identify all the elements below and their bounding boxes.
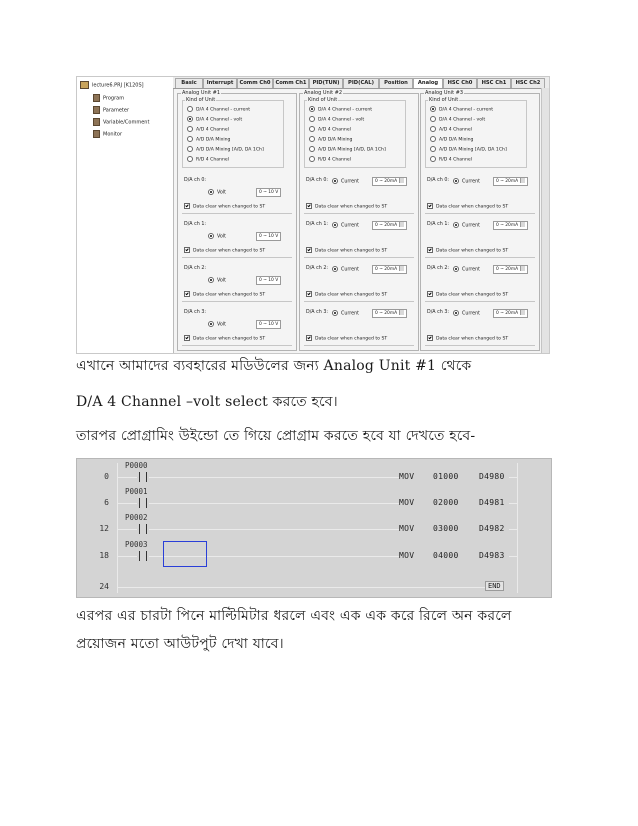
unit-type-option-label: D/A 4 Channel - current	[318, 107, 373, 113]
instruction-source[interactable]: 03000	[433, 524, 459, 533]
kind-of-unit-group	[304, 97, 406, 168]
unit-type-option[interactable]	[430, 106, 493, 114]
unit-type-option[interactable]	[187, 116, 242, 124]
unit-type-option-label: A/D D/A Mixing [A/D, DA 1Ch]	[439, 147, 507, 153]
unit-type-option-label: A/D D/A Mixing [A/D, DA 1Ch]	[318, 147, 386, 153]
unit-type-option[interactable]	[187, 146, 264, 154]
channel-range-select[interactable]	[493, 221, 528, 230]
unit-type-option[interactable]	[430, 156, 472, 164]
unit-type-option[interactable]	[309, 126, 351, 134]
contact-address: P0002	[125, 513, 148, 522]
text-line-1: এখানে আমাদের ব্যবহারের মডিউলের জন্য Analog Unit #1 থেকে	[76, 358, 472, 374]
channel-mode-option[interactable]	[208, 277, 226, 284]
data-clear-label: Data clear when changed to ST	[436, 292, 509, 298]
radio-icon[interactable]	[187, 136, 193, 142]
checkbox-icon[interactable]	[306, 291, 312, 297]
radio-icon[interactable]	[309, 126, 315, 132]
selection-cursor	[163, 541, 207, 567]
data-clear-checkbox-row[interactable]	[306, 247, 387, 254]
end-instruction[interactable]: END	[485, 581, 504, 591]
radio-icon[interactable]	[430, 156, 436, 162]
channel-mode-option[interactable]	[208, 189, 226, 196]
text-line-2: D/A 4 Channel –volt select করতে হবে।	[76, 394, 338, 410]
radio-icon[interactable]	[309, 146, 315, 152]
data-clear-checkbox-row[interactable]	[184, 335, 265, 342]
instruction-destination[interactable]: D4981	[479, 498, 505, 507]
monitor-icon	[93, 130, 100, 138]
project-icon	[80, 81, 89, 89]
checkbox-icon[interactable]	[184, 335, 190, 341]
program-icon	[93, 94, 100, 102]
divider	[425, 301, 535, 302]
unit-type-option[interactable]	[430, 136, 473, 144]
text-line-3: তারপর প্রোগ্রামিং উইন্ডো তে গিয়ে প্রোগ্রাম করতে হবে যা দেখতে হবে-	[76, 428, 476, 444]
instruction-destination[interactable]: D4983	[479, 551, 505, 560]
unit-type-option[interactable]	[187, 106, 250, 114]
rung-wire	[117, 556, 137, 557]
checkbox-icon[interactable]	[184, 291, 190, 297]
channel-range-select[interactable]	[493, 265, 528, 274]
channel-mode-label: Volt	[217, 234, 227, 240]
radio-icon[interactable]	[453, 222, 459, 228]
data-clear-checkbox-row[interactable]	[427, 203, 508, 210]
rung-wire	[117, 477, 137, 478]
radio-icon[interactable]	[309, 116, 315, 122]
data-clear-label: Data clear when changed to ST	[315, 292, 388, 298]
data-clear-label: Data clear when changed to ST	[436, 248, 509, 254]
contact-address: P0001	[125, 487, 148, 496]
tree-root[interactable]: lecture6.PRJ [K120S]	[80, 81, 144, 90]
radio-icon[interactable]	[430, 136, 436, 142]
data-clear-label: Data clear when changed to ST	[315, 248, 388, 254]
channel-range-value: 0 ~ 20mA	[375, 179, 398, 184]
rung-wire	[509, 477, 517, 478]
analog-unit-3	[420, 90, 540, 351]
instruction-source[interactable]: 02000	[433, 498, 459, 507]
channel-range-select[interactable]	[372, 221, 407, 230]
tab-pid-tun[interactable]: PID(TUN)	[309, 78, 343, 88]
tree-item-monitor[interactable]: Monitor	[93, 130, 122, 139]
checkbox-icon[interactable]	[306, 247, 312, 253]
unit-type-option-label: A/D D/A Mixing	[318, 137, 353, 143]
data-clear-label: Data clear when changed to ST	[315, 336, 388, 342]
radio-icon[interactable]	[332, 310, 338, 316]
channel-mode-label: Current	[341, 311, 360, 317]
divider	[425, 257, 535, 258]
channel-range-select[interactable]	[372, 177, 407, 186]
parameter-tabs	[173, 77, 549, 89]
unit-type-option-label: A/D 4 Channel	[318, 127, 351, 133]
radio-icon[interactable]	[430, 126, 436, 132]
checkbox-icon[interactable]	[427, 247, 433, 253]
channel-mode-label: Current	[462, 179, 481, 185]
radio-icon[interactable]	[332, 222, 338, 228]
divider	[182, 301, 292, 302]
instruction-destination[interactable]: D4982	[479, 524, 505, 533]
kind-of-unit-label: Kind of Unit	[186, 97, 216, 103]
tab-analog[interactable]: Analog	[413, 78, 443, 88]
tree-item-variable-comment[interactable]: Variable/Comment	[93, 118, 149, 127]
data-clear-checkbox-row[interactable]	[306, 291, 387, 298]
checkbox-icon[interactable]	[184, 203, 190, 209]
data-clear-checkbox-row[interactable]	[306, 203, 387, 210]
dropdown-arrow-icon[interactable]	[520, 222, 525, 227]
channel-mode-label: Current	[462, 311, 481, 317]
tab-basic[interactable]: Basic	[175, 78, 203, 88]
radio-icon[interactable]	[187, 156, 193, 162]
dropdown-arrow-icon[interactable]	[399, 310, 404, 315]
radio-icon[interactable]	[309, 106, 315, 112]
rung-wire	[149, 503, 399, 504]
contact-address: P0003	[125, 540, 148, 549]
data-clear-checkbox-row[interactable]	[306, 335, 387, 342]
unit-type-option-label: A/D D/A Mixing	[196, 137, 231, 143]
channel-range-select[interactable]	[372, 309, 407, 318]
vertical-scrollbar[interactable]	[541, 88, 549, 353]
kind-of-unit-label: Kind of Unit	[429, 97, 459, 103]
dropdown-arrow-icon[interactable]	[520, 266, 525, 271]
channel-mode-option[interactable]	[453, 266, 480, 273]
unit-type-option-label: D/A 4 Channel - volt	[318, 117, 365, 123]
channel-range-select[interactable]	[256, 320, 281, 329]
channel-mode-label: Current	[462, 267, 481, 273]
divider	[425, 213, 535, 214]
checkbox-icon[interactable]	[427, 335, 433, 341]
channel-label: D/A ch 2:	[427, 266, 449, 271]
radio-icon[interactable]	[208, 189, 214, 195]
unit-type-option-label: R/D 4 Channel	[318, 157, 351, 163]
channel-range-value: 0 ~ 20mA	[375, 267, 398, 272]
unit-type-option[interactable]	[430, 146, 507, 154]
step-number: 18	[99, 551, 109, 560]
channel-range-select[interactable]	[372, 265, 407, 274]
tab-comm-ch0[interactable]: Comm Ch0	[237, 78, 273, 88]
channel-mode-label: Volt	[217, 278, 227, 284]
channel-range-value: 0 ~ 20mA	[496, 223, 519, 228]
radio-icon[interactable]	[430, 146, 436, 152]
data-clear-checkbox-row[interactable]	[427, 291, 508, 298]
channel-range-value: 0 ~ 20mA	[496, 311, 519, 316]
checkbox-icon[interactable]	[306, 203, 312, 209]
channel-range-select[interactable]	[256, 188, 281, 197]
unit-type-option[interactable]	[309, 146, 386, 154]
analog-unit-title: Analog Unit #1	[182, 90, 221, 96]
channel-range-select[interactable]	[493, 309, 528, 318]
tab-hsc-ch1[interactable]: HSC Ch1	[477, 78, 511, 88]
radio-icon[interactable]	[187, 116, 193, 122]
checkbox-icon[interactable]	[184, 247, 190, 253]
instruction-destination[interactable]: D4980	[479, 472, 505, 481]
radio-icon[interactable]	[187, 126, 193, 132]
dropdown-arrow-icon[interactable]	[399, 266, 404, 271]
channel-mode-option[interactable]	[453, 310, 480, 317]
no-contact-icon[interactable]	[137, 498, 149, 508]
dropdown-arrow-icon[interactable]	[520, 178, 525, 183]
tab-comm-ch1[interactable]: Comm Ch1	[273, 78, 309, 88]
data-clear-label: Data clear when changed to ST	[193, 248, 266, 254]
radio-icon[interactable]	[332, 178, 338, 184]
step-number: 24	[99, 582, 109, 591]
channel-mode-label: Current	[341, 267, 360, 273]
instruction-name[interactable]: MOV	[399, 472, 415, 481]
channel-label: D/A ch 1:	[306, 222, 328, 227]
unit-type-option[interactable]	[430, 116, 485, 124]
right-power-rail	[517, 463, 518, 593]
rung-wire	[509, 529, 517, 530]
unit-type-option-label: R/D 4 Channel	[439, 157, 472, 163]
tab-hsc-ch0[interactable]: HSC Ch0	[443, 78, 477, 88]
kind-of-unit-group	[182, 97, 284, 168]
unit-type-option[interactable]	[309, 116, 364, 124]
channel-mode-option[interactable]	[332, 222, 359, 229]
text-line-4: এরপর এর চারটা পিনে মাল্টিমিটার ধরলে এবং এক এক করে রিলে অন করলে	[76, 608, 512, 624]
channel-range-select[interactable]	[256, 232, 281, 241]
channel-range-value: 0 ~ 10 V	[259, 322, 279, 327]
radio-icon[interactable]	[187, 106, 193, 112]
unit-type-option[interactable]	[430, 126, 472, 134]
data-clear-label: Data clear when changed to ST	[436, 204, 509, 210]
divider	[304, 301, 414, 302]
step-number: 0	[104, 472, 109, 481]
unit-type-option-label: A/D D/A Mixing [A/D, DA 1Ch]	[196, 147, 264, 153]
channel-range-value: 0 ~ 10 V	[259, 278, 279, 283]
analog-unit-2	[299, 90, 419, 351]
divider	[182, 345, 292, 346]
contact-address: P0000	[125, 461, 148, 470]
dropdown-arrow-icon[interactable]	[520, 310, 525, 315]
project-tree	[77, 77, 174, 353]
channel-label: D/A ch 0:	[427, 178, 449, 183]
channel-range-value: 0 ~ 20mA	[375, 311, 398, 316]
channel-range-value: 0 ~ 20mA	[496, 267, 519, 272]
kind-of-unit-label: Kind of Unit	[308, 97, 338, 103]
tree-item-program[interactable]: Program	[93, 94, 124, 103]
radio-icon[interactable]	[332, 266, 338, 272]
variable-icon	[93, 118, 100, 126]
data-clear-label: Data clear when changed to ST	[315, 204, 388, 210]
instruction-source[interactable]: 01000	[433, 472, 459, 481]
checkbox-icon[interactable]	[427, 291, 433, 297]
channel-range-value: 0 ~ 20mA	[375, 223, 398, 228]
left-power-rail	[117, 463, 118, 593]
step-number: 6	[104, 498, 109, 507]
channel-mode-option[interactable]	[332, 178, 359, 185]
unit-type-option-label: A/D 4 Channel	[196, 127, 229, 133]
text-line-5: প্রয়োজন মতো আউটপুট দেখা যাবে।	[76, 636, 284, 652]
unit-type-option-label: D/A 4 Channel - current	[439, 107, 494, 113]
radio-icon[interactable]	[208, 233, 214, 239]
no-contact-icon[interactable]	[137, 472, 149, 482]
channel-label: D/A ch 3:	[184, 310, 206, 315]
channel-mode-label: Volt	[217, 190, 227, 196]
channel-label: D/A ch 3:	[306, 310, 328, 315]
instruction-name[interactable]: MOV	[399, 524, 415, 533]
rung-wire	[509, 503, 517, 504]
radio-icon[interactable]	[309, 136, 315, 142]
analog-config-screenshot	[76, 76, 550, 354]
divider	[304, 213, 414, 214]
channel-label: D/A ch 0:	[184, 178, 206, 183]
channel-label: D/A ch 2:	[184, 266, 206, 271]
channel-label: D/A ch 2:	[306, 266, 328, 271]
unit-type-option[interactable]	[187, 136, 230, 144]
radio-icon[interactable]	[309, 156, 315, 162]
channel-label: D/A ch 0:	[306, 178, 328, 183]
channel-range-select[interactable]	[256, 276, 281, 285]
unit-type-option-label: D/A 4 Channel - current	[196, 107, 251, 113]
no-contact-icon[interactable]	[137, 551, 149, 561]
channel-mode-option[interactable]	[453, 178, 480, 185]
data-clear-checkbox-row[interactable]	[184, 203, 265, 210]
rung-wire	[117, 503, 137, 504]
unit-type-option-label: A/D D/A Mixing	[439, 137, 474, 143]
dropdown-arrow-icon[interactable]	[399, 178, 404, 183]
unit-type-option-label: R/D 4 Channel	[196, 157, 229, 163]
channel-label: D/A ch 3:	[427, 310, 449, 315]
unit-type-option-label: D/A 4 Channel - volt	[196, 117, 243, 123]
divider	[182, 213, 292, 214]
channel-mode-option[interactable]	[453, 222, 480, 229]
unit-type-option[interactable]	[309, 156, 351, 164]
divider	[182, 257, 292, 258]
tab-pid-cal[interactable]: PID(CAL)	[343, 78, 379, 88]
checkbox-icon[interactable]	[306, 335, 312, 341]
instruction-source[interactable]: 04000	[433, 551, 459, 560]
analog-unit-title: Analog Unit #2	[304, 90, 343, 96]
data-clear-checkbox-row[interactable]	[184, 247, 265, 254]
instruction-name[interactable]: MOV	[399, 551, 415, 560]
channel-mode-label: Volt	[217, 322, 227, 328]
channel-mode-option[interactable]	[332, 310, 359, 317]
radio-icon[interactable]	[208, 321, 214, 327]
data-clear-label: Data clear when changed to ST	[193, 336, 266, 342]
unit-type-option-label: D/A 4 Channel - volt	[439, 117, 486, 123]
channel-range-value: 0 ~ 10 V	[259, 234, 279, 239]
radio-icon[interactable]	[187, 146, 193, 152]
step-number: 12	[99, 524, 109, 533]
rung-wire	[509, 556, 517, 557]
data-clear-label: Data clear when changed to ST	[436, 336, 509, 342]
channel-range-value: 0 ~ 20mA	[496, 179, 519, 184]
rung-wire	[149, 477, 399, 478]
rung-wire	[117, 587, 485, 588]
channel-mode-option[interactable]	[332, 266, 359, 273]
divider	[425, 345, 535, 346]
channel-label: D/A ch 1:	[184, 222, 206, 227]
channel-mode-label: Current	[341, 179, 360, 185]
channel-range-select[interactable]	[493, 177, 528, 186]
radio-icon[interactable]	[430, 116, 436, 122]
channel-mode-option[interactable]	[208, 321, 226, 328]
dropdown-arrow-icon[interactable]	[399, 222, 404, 227]
unit-type-option[interactable]	[187, 126, 229, 134]
instruction-name[interactable]: MOV	[399, 498, 415, 507]
radio-icon[interactable]	[453, 266, 459, 272]
analog-unit-1	[177, 90, 297, 351]
unit-type-option[interactable]	[309, 136, 352, 144]
unit-type-option-label: A/D 4 Channel	[439, 127, 472, 133]
channel-mode-option[interactable]	[208, 233, 226, 240]
ladder-program-screenshot	[76, 458, 552, 598]
data-clear-checkbox-row[interactable]	[184, 291, 265, 298]
no-contact-icon[interactable]	[137, 524, 149, 534]
rung-wire	[149, 529, 399, 530]
analog-unit-title: Analog Unit #3	[425, 90, 464, 96]
checkbox-icon[interactable]	[427, 203, 433, 209]
channel-mode-label: Current	[341, 223, 360, 229]
channel-label: D/A ch 1:	[427, 222, 449, 227]
parameter-icon	[93, 106, 100, 114]
radio-icon[interactable]	[453, 178, 459, 184]
tab-interrupt[interactable]: Interrupt	[203, 78, 237, 88]
radio-icon[interactable]	[430, 106, 436, 112]
channel-range-value: 0 ~ 10 V	[259, 190, 279, 195]
data-clear-checkbox-row[interactable]	[427, 335, 508, 342]
tab-hsc-ch2[interactable]: HSC Ch2	[511, 78, 545, 88]
tree-item-parameter[interactable]: Parameter	[93, 106, 129, 115]
data-clear-label: Data clear when changed to ST	[193, 204, 266, 210]
kind-of-unit-group	[425, 97, 527, 168]
data-clear-label: Data clear when changed to ST	[193, 292, 266, 298]
channel-mode-label: Current	[462, 223, 481, 229]
divider	[304, 345, 414, 346]
tab-position[interactable]: Position	[379, 78, 413, 88]
unit-type-option[interactable]	[187, 156, 229, 164]
divider	[304, 257, 414, 258]
unit-type-option[interactable]	[309, 106, 372, 114]
radio-icon[interactable]	[453, 310, 459, 316]
data-clear-checkbox-row[interactable]	[427, 247, 508, 254]
rung-wire	[117, 529, 137, 530]
radio-icon[interactable]	[208, 277, 214, 283]
